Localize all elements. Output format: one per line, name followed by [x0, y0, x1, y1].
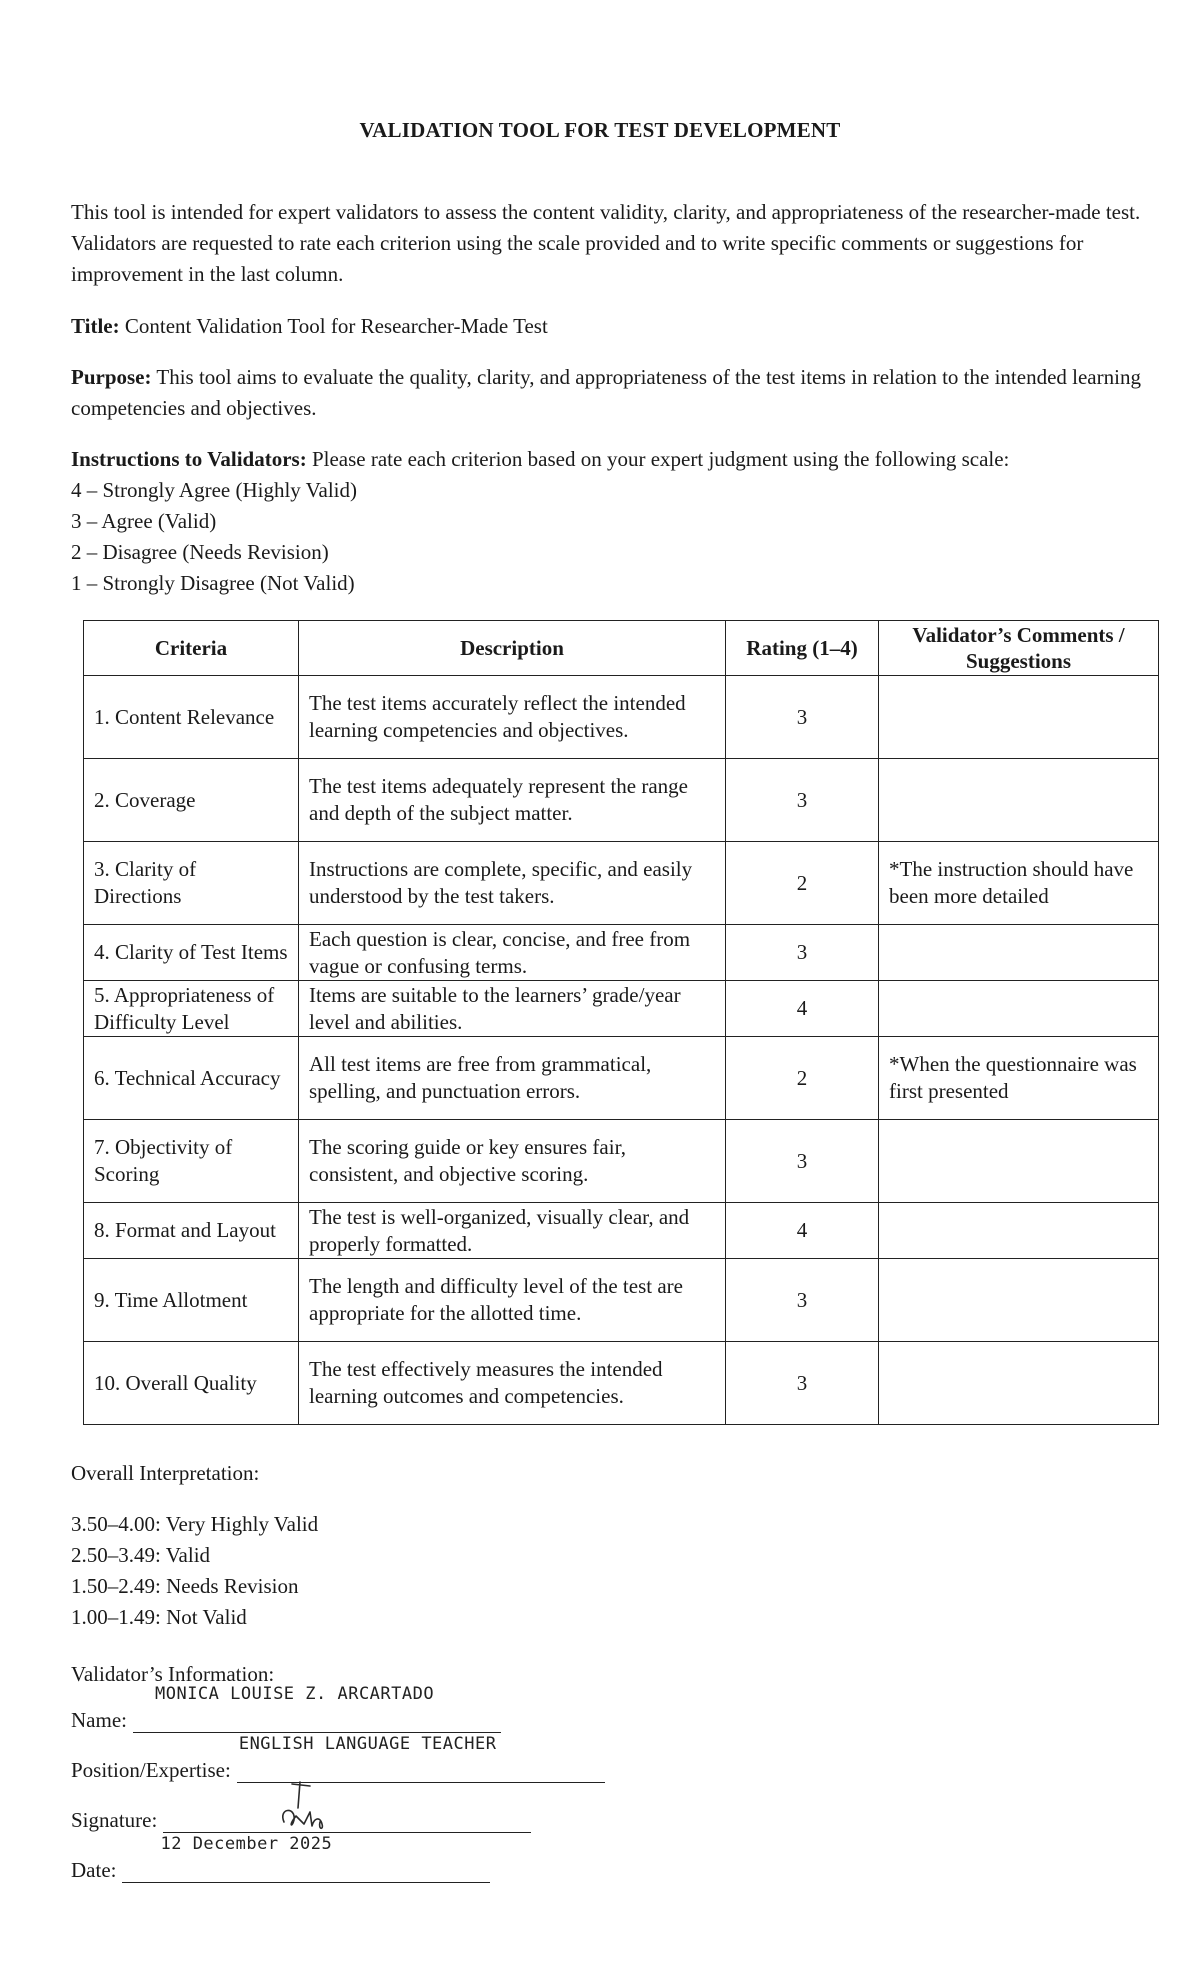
purpose-paragraph: [71, 362, 1141, 424]
table-row: [84, 1259, 1159, 1342]
cell-description: The scoring guide or key ensures fair, consistent, and objective scoring.: [299, 1120, 726, 1203]
document-title: VALIDATION TOOL FOR TEST DEVELOPMENT: [359, 118, 841, 142]
instructions-block: [71, 444, 1171, 599]
cell-criteria: 5. Appropriateness of Difficulty Level: [84, 981, 299, 1037]
cell-comment: [879, 981, 1159, 1037]
cell-rating: 3: [726, 1342, 879, 1425]
cell-description: The test effectively measures the intended learning outcomes and competencies.: [299, 1342, 726, 1425]
interpretation-range: 2.50–3.49: Valid: [71, 1543, 211, 1567]
table-row: [84, 1342, 1159, 1425]
table-row: [84, 925, 1159, 981]
name-value: MONICA LOUISE Z. ARCARTADO: [154, 1684, 435, 1704]
cell-comment: [879, 1203, 1159, 1259]
intro-paragraph: This tool is intended for expert validators to assess the content validity, clarity, and appropriateness of the researcher-made test. Validators are requested to rate each criterion using the scale provided and to write specific comments or suggestions for improvement in the last column.: [71, 200, 1141, 286]
cell-description: The test is well-organized, visually clear, and properly formatted.: [299, 1203, 726, 1259]
purpose-value: This tool aims to evaluate the quality, clarity, and appropriateness of the test items in relation to the intended learning competencies and objectives.: [71, 365, 1141, 420]
cell-rating: 3: [726, 1259, 879, 1342]
cell-comment: *When the questionnaire was first presented: [879, 1037, 1159, 1120]
table-row: [84, 842, 1159, 925]
date-value: 12 December 2025: [160, 1834, 333, 1854]
interpretation-list: [71, 1509, 318, 1633]
cell-comment: *The instruction should have been more detailed: [879, 842, 1159, 925]
table-row: [84, 981, 1159, 1037]
purpose-label: Purpose:: [71, 365, 152, 389]
cell-comment: [879, 759, 1159, 842]
cell-rating: 2: [726, 1037, 879, 1120]
cell-rating: 4: [726, 981, 879, 1037]
cell-criteria: 4. Clarity of Test Items: [84, 925, 299, 981]
cell-comment: [879, 1120, 1159, 1203]
handwritten-signature: [270, 1778, 350, 1838]
name-label: Name:: [71, 1708, 127, 1732]
table-row: [84, 1120, 1159, 1203]
scale-item: 2 – Disagree (Needs Revision): [71, 540, 329, 564]
signature-label: Signature:: [71, 1808, 158, 1832]
title-line: [71, 311, 1141, 342]
interpretation-heading: Overall Interpretation:: [71, 1461, 260, 1485]
cell-description: Instructions are complete, specific, and easily understood by the test takers.: [299, 842, 726, 925]
header-comments: Validator’s Comments / Suggestions: [879, 621, 1159, 676]
header-description: Description: [299, 621, 726, 676]
name-line: [133, 1684, 501, 1733]
validation-table: [83, 620, 1159, 1425]
header-criteria: Criteria: [84, 621, 299, 676]
cell-rating: 3: [726, 925, 879, 981]
table-row: [84, 759, 1159, 842]
instructions-line: [71, 444, 1171, 475]
cell-criteria: 9. Time Allotment: [84, 1259, 299, 1342]
instructions-value: Please rate each criterion based on your expert judgment using the following scale:: [306, 447, 1010, 471]
cell-criteria: 6. Technical Accuracy: [84, 1037, 299, 1120]
cell-rating: 4: [726, 1203, 879, 1259]
interpretation-range: 3.50–4.00: Very Highly Valid: [71, 1512, 319, 1536]
table-row: [84, 1203, 1159, 1259]
table-header-row: [84, 621, 1159, 676]
title-value: Content Validation Tool for Researcher-Made Test: [119, 314, 548, 338]
scale-item: 3 – Agree (Valid): [71, 509, 217, 533]
cell-rating: 2: [726, 842, 879, 925]
header-rating: Rating (1–4): [726, 621, 879, 676]
cell-criteria: 2. Coverage: [84, 759, 299, 842]
cell-description: Each question is clear, concise, and free from vague or confusing terms.: [299, 925, 726, 981]
instructions-label: Instructions to Validators:: [71, 447, 307, 471]
interpretation-range: 1.00–1.49: Not Valid: [71, 1605, 247, 1629]
cell-criteria: 7. Objectivity of Scoring: [84, 1120, 299, 1203]
cell-rating: 3: [726, 759, 879, 842]
date-field: [71, 1834, 490, 1883]
interpretation-range: 1.50–2.49: Needs Revision: [71, 1574, 299, 1598]
scale-item: 4 – Strongly Agree (Highly Valid): [71, 478, 358, 502]
cell-description: The test items accurately reflect the intended learning competencies and objectives.: [299, 676, 726, 759]
cell-criteria: 10. Overall Quality: [84, 1342, 299, 1425]
validator-heading: Validator’s Information:: [71, 1662, 275, 1686]
date-label: Date:: [71, 1858, 117, 1882]
cell-rating: 3: [726, 1120, 879, 1203]
scale-item: 1 – Strongly Disagree (Not Valid): [71, 571, 355, 595]
cell-description: The test items adequately represent the range and depth of the subject matter.: [299, 759, 726, 842]
cell-description: The length and difficulty level of the test are appropriate for the allotted time.: [299, 1259, 726, 1342]
table-row: [84, 1037, 1159, 1120]
position-label: Position/Expertise:: [71, 1758, 231, 1782]
cell-comment: [879, 1342, 1159, 1425]
date-line: [122, 1834, 490, 1883]
title-label: Title:: [71, 314, 120, 338]
cell-criteria: 3. Clarity of Directions: [84, 842, 299, 925]
name-field: [71, 1684, 501, 1733]
cell-criteria: 8. Format and Layout: [84, 1203, 299, 1259]
cell-description: Items are suitable to the learners’ grade/year level and abilities.: [299, 981, 726, 1037]
cell-description: All test items are free from grammatical, spelling, and punctuation errors.: [299, 1037, 726, 1120]
table-row: [84, 676, 1159, 759]
cell-comment: [879, 1259, 1159, 1342]
position-value: ENGLISH LANGUAGE TEACHER: [238, 1734, 497, 1754]
cell-criteria: 1. Content Relevance: [84, 676, 299, 759]
cell-rating: 3: [726, 676, 879, 759]
cell-comment: [879, 676, 1159, 759]
cell-comment: [879, 925, 1159, 981]
